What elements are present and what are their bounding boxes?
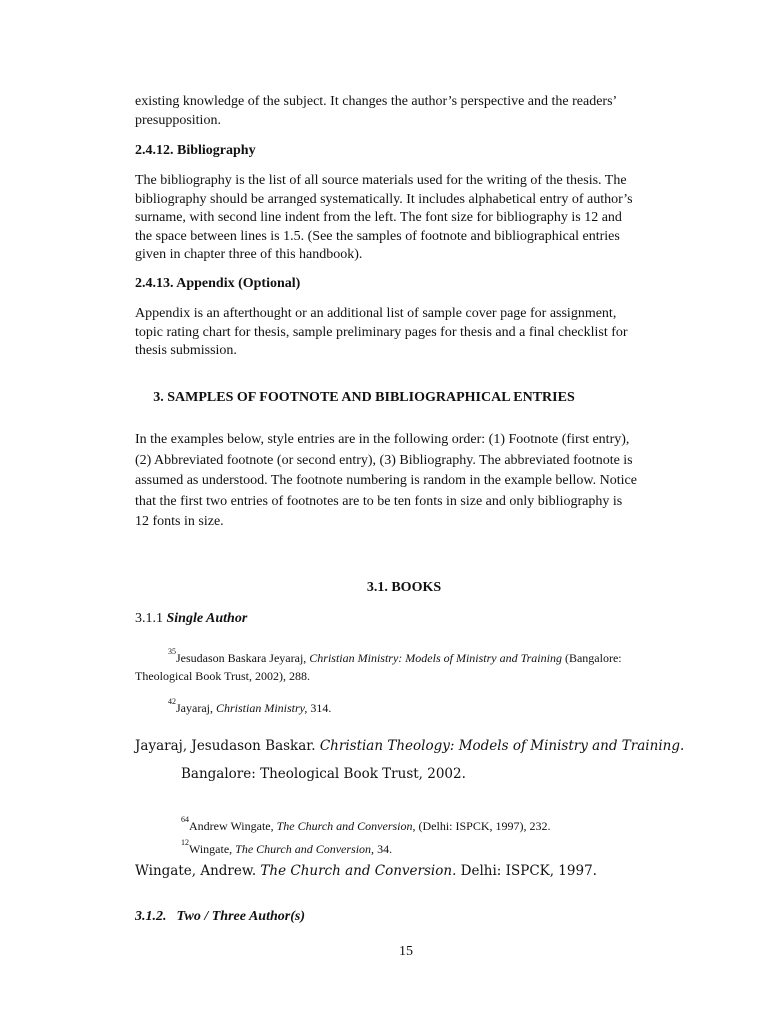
appendix-paragraph — [135, 305, 670, 361]
bibliography-entry — [135, 863, 597, 879]
paragraph-line: (2) Abbreviated footnote (or second entry), (3) Bibliography. The abbreviated footnote is — [135, 452, 633, 468]
subsection-title: Single Author — [166, 611, 248, 626]
bibliography-continuation: Bangalore: Theological Book Trust, 2002. — [181, 766, 466, 782]
footnote-author: Jesudason Baskara Jeyaraj, — [176, 651, 310, 665]
books-heading: 3.1. BOOKS — [366, 580, 442, 595]
footnote-author: Jayaraj, — [176, 701, 216, 715]
paragraph-line: surname, with second line indent from the left. The font size for bibliography is 12 and — [135, 210, 622, 225]
footnote-rest: 314. — [307, 701, 332, 715]
footnote-author: Wingate, — [189, 842, 236, 856]
bibliography-author: Jayaraj, Jesudason Baskar. — [135, 738, 320, 754]
footnote-entry — [168, 698, 331, 718]
footnote-entry — [168, 648, 622, 668]
footnote-title: Christian Ministry, — [215, 701, 308, 715]
paragraph-line: thesis submission. — [135, 343, 237, 358]
footnote-entry — [181, 839, 392, 859]
intro-line: existing knowledge of the subject. It changes the author’s perspective and the readers’ — [135, 94, 618, 109]
intro-line: presupposition. — [135, 112, 221, 128]
bibliography-paragraph — [135, 172, 670, 265]
paragraph-line: In the examples below, style entries are in the following order: (1) Footnote (first entry), — [135, 432, 630, 447]
bibliography-title: The Church and Conversion. — [260, 863, 457, 879]
footnote-title: The Church and Conversion, — [276, 819, 416, 833]
intro-paragraph — [135, 93, 670, 130]
footnote-number: 64 — [181, 815, 189, 824]
paragraph-line: Appendix is an afterthought or an additional list of sample cover page for assignment, — [135, 306, 617, 321]
subsection-number: 3.1.1 — [135, 611, 167, 626]
footnote-continuation: Theological Book Trust, 2002), 288. — [135, 669, 311, 683]
paragraph-line: that the first two entries of footnotes are to be ten fonts in size and only bibliography is — [135, 493, 623, 509]
chapter-heading: 3. SAMPLES OF FOOTNOTE AND BIBLIOGRAPHICAL ENTRIES — [153, 390, 575, 405]
bibliography-entry — [135, 738, 684, 754]
section-heading-appendix: 2.4.13. Appendix (Optional) — [135, 276, 301, 291]
paragraph-line: given in chapter three of this handbook). — [135, 247, 363, 262]
paragraph-line: assumed as understood. The footnote numbering is random in the example bellow. Notice — [135, 473, 637, 488]
footnote-rest: (Delhi: ISPCK, 1997), 232. — [415, 819, 551, 833]
bibliography-rest: Delhi: ISPCK, 1997. — [456, 863, 597, 879]
footnote-author: Andrew Wingate, — [189, 819, 277, 833]
chapter-intro-paragraph — [135, 430, 670, 533]
footnote-number: 42 — [168, 697, 176, 706]
footnote-title: The Church and Conversion, — [235, 842, 375, 856]
paragraph-line: topic rating chart for thesis, sample preliminary pages for thesis and a final checklist for — [135, 324, 628, 340]
bibliography-title: Christian Theology: Models of Ministry and Training. — [319, 738, 685, 754]
section-heading-bibliography: 2.4.12. Bibliography — [135, 143, 256, 158]
subsection-two-three-authors — [135, 908, 670, 927]
paragraph-line: the space between lines is 1.5. (See the samples of footnote and bibliographical entries — [135, 228, 620, 244]
page-number: 15 — [399, 944, 413, 959]
footnote-rest: (Bangalore: — [561, 651, 622, 665]
subsection-single-author — [135, 610, 670, 629]
paragraph-line: bibliography should be arranged systematically. It includes alphabetical entry of author’s — [135, 191, 633, 207]
subsection-number: 3.1.2. — [135, 909, 167, 924]
bibliography-author: Wingate, Andrew. — [135, 863, 261, 879]
paragraph-line: The bibliography is the list of all source materials used for the writing of the thesis. The — [135, 173, 627, 188]
paragraph-line: 12 fonts in size. — [135, 514, 224, 529]
footnote-number: 35 — [168, 647, 176, 656]
footnote-entry — [181, 816, 551, 836]
subsection-title: Two / Three Author(s) — [176, 909, 305, 924]
footnote-rest: 34. — [374, 842, 393, 856]
footnote-number: 12 — [181, 838, 189, 847]
footnote-title: Christian Ministry: Models of Ministry and Training — [309, 651, 562, 665]
